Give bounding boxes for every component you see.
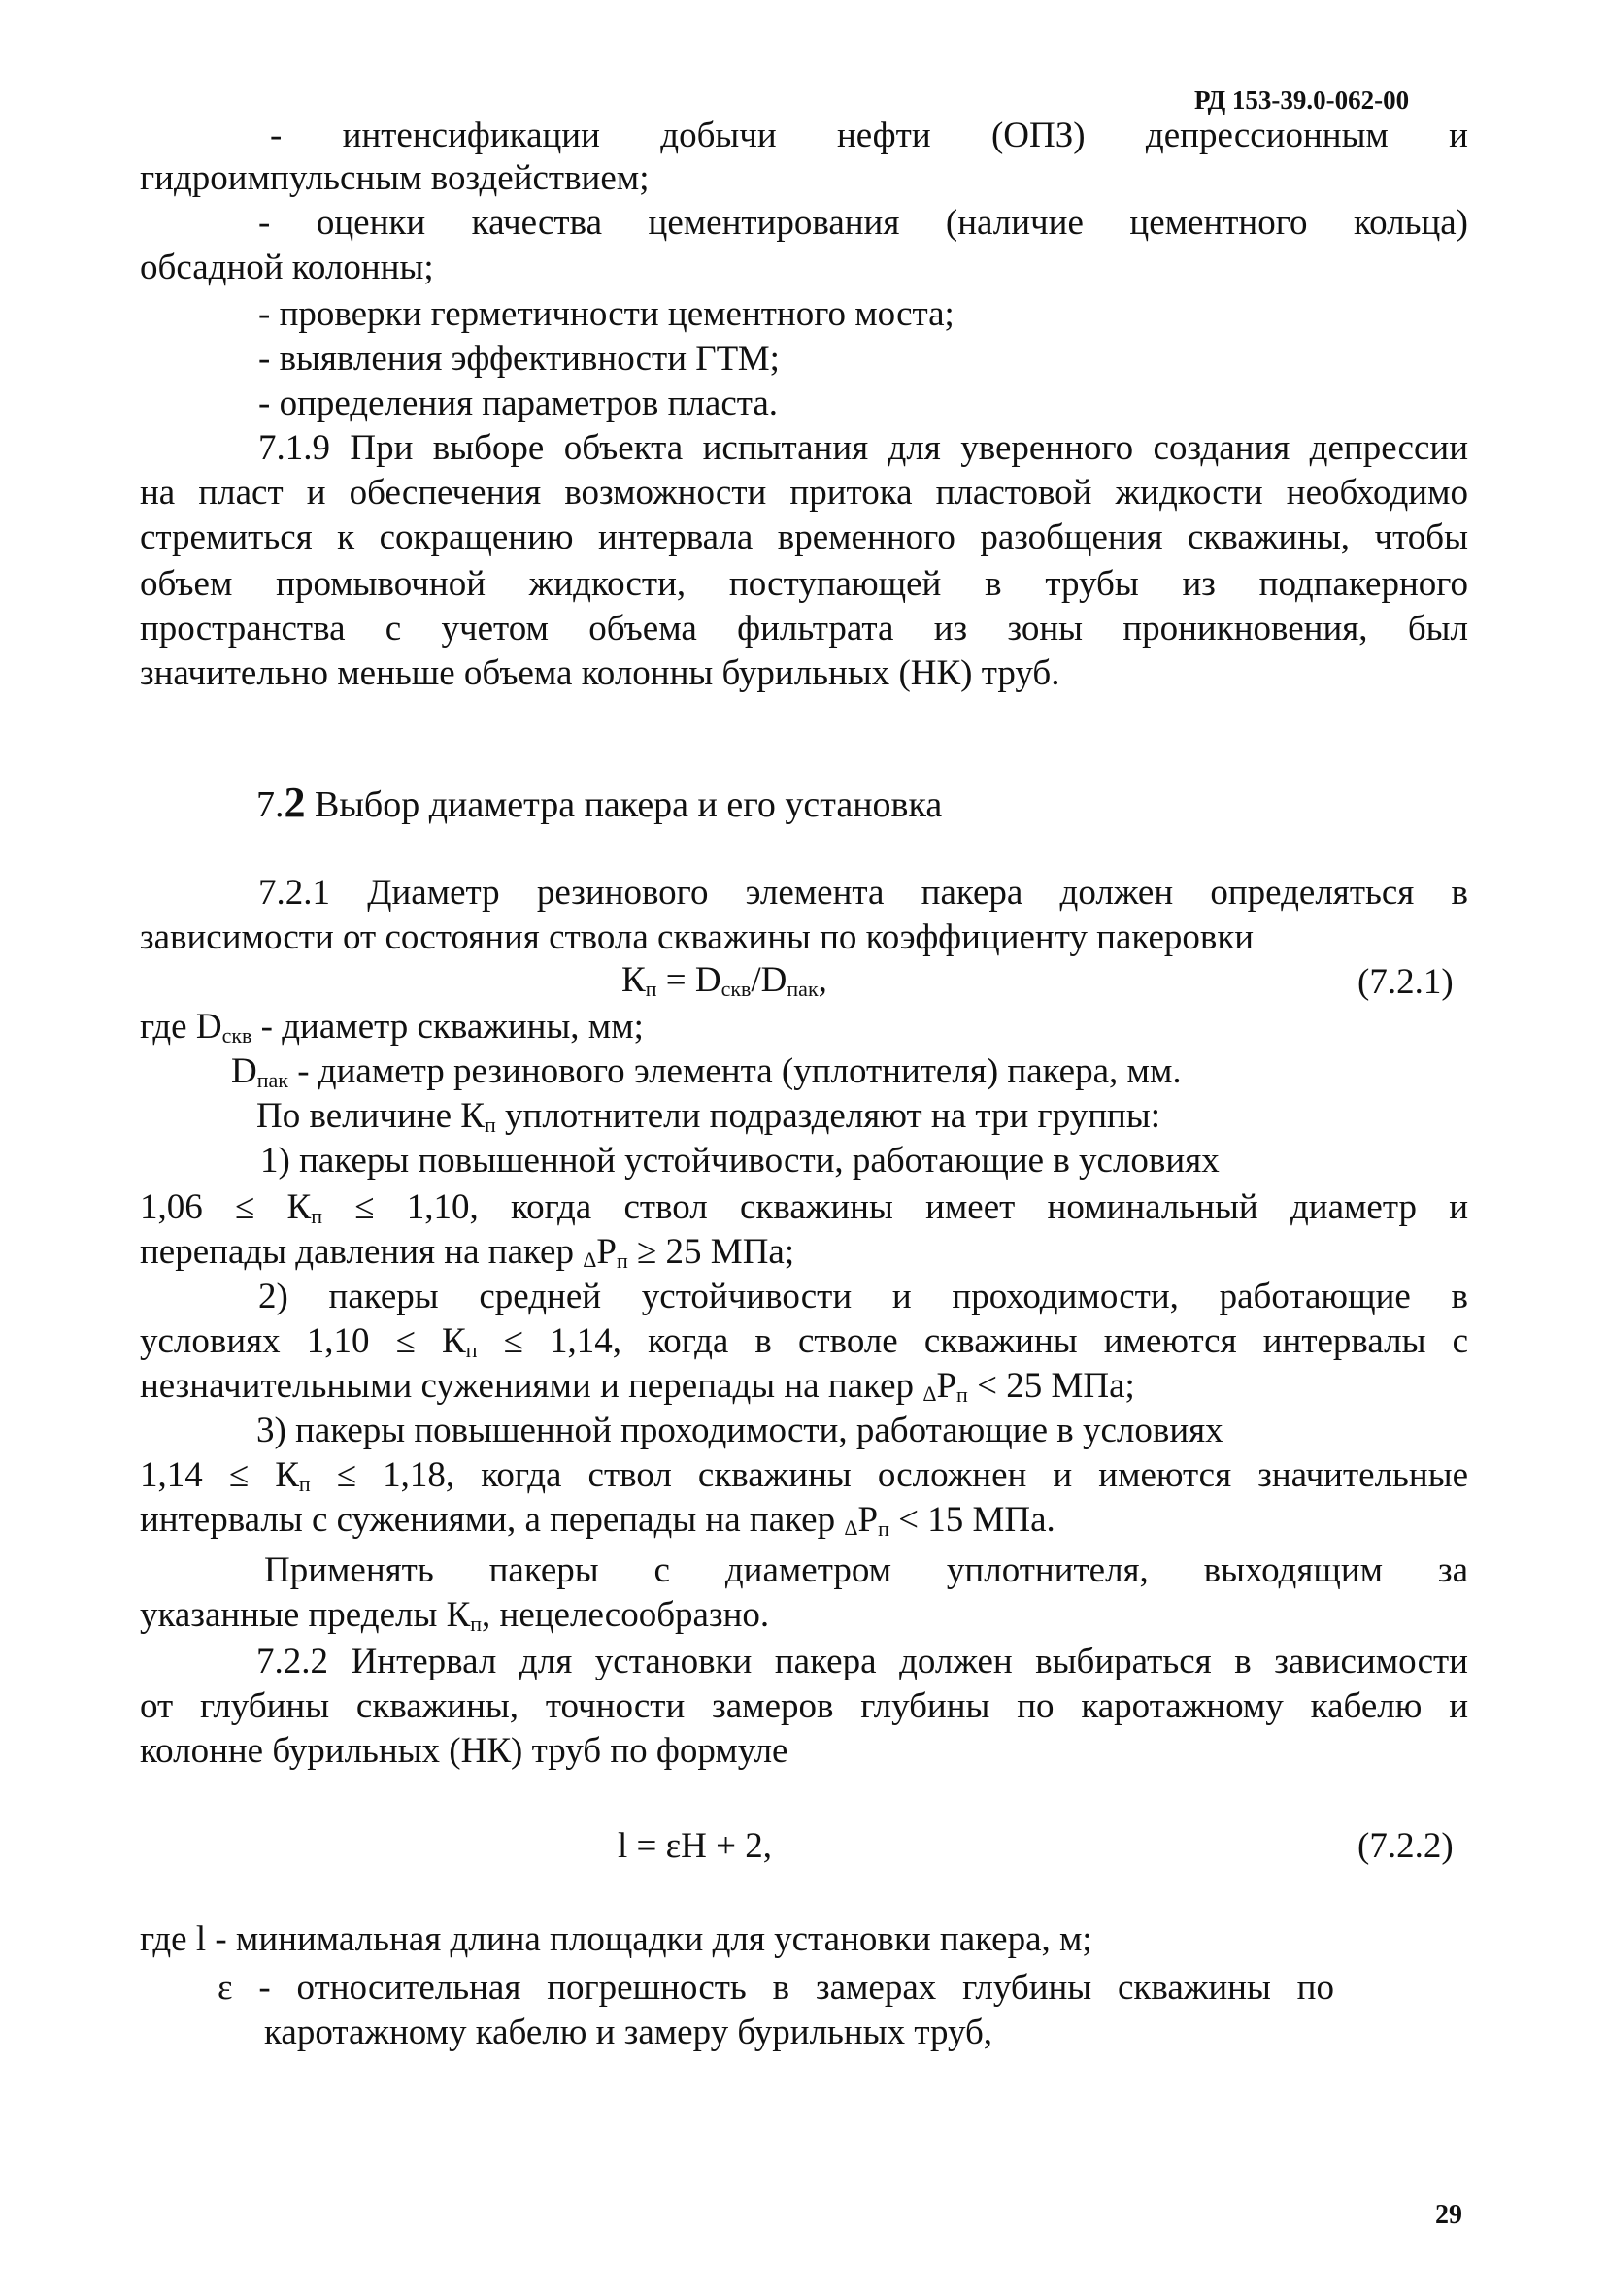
- text: ≤ 1,18, когда ствол скважины осложнен и имеются значительные: [310, 1455, 1468, 1495]
- definition-line: ε - относительная погрешность в замерах глубины скважины по: [218, 1968, 1334, 2008]
- formula-number: (7.2.2): [1357, 1826, 1454, 1866]
- formula-7-2-2: l = εH + 2,: [618, 1826, 773, 1866]
- paragraph-line: [140, 1594, 769, 1637]
- delta-prefix: Δ: [844, 1515, 858, 1540]
- paragraph-line: 7.2.1 Диаметр резинового элемента пакера должен определяться в: [258, 873, 1468, 913]
- subscript: п: [616, 1248, 628, 1273]
- heading-text: Выбор диаметра пакера и его установка: [305, 784, 943, 825]
- definition-text: - диаметр скважины, мм;: [251, 1007, 644, 1047]
- text: незначительными сужениями и перепады на пакер: [140, 1366, 923, 1406]
- delta-prefix: Δ: [583, 1248, 597, 1272]
- definition-line: где l - минимальная длина площадки для установки пакера, м;: [140, 1919, 1092, 1959]
- definition-symbol: D: [231, 1051, 257, 1091]
- list-item: 3) пакеры повышенной проходимости, работающие в условиях: [256, 1411, 1223, 1450]
- list-item-continuation: гидроимпульсным воздействием;: [140, 158, 650, 198]
- list-item: - проверки герметичности цементного моста;: [258, 294, 955, 334]
- subscript: п: [298, 1472, 311, 1496]
- formula-subscript: пак: [787, 977, 819, 1001]
- list-item: 2) пакеры средней устойчивости и проходимости, работающие в: [258, 1277, 1468, 1316]
- paragraph-line: значительно меньше объема колонны бурильных (НК) труб.: [140, 653, 1060, 693]
- formula-subscript: п: [645, 977, 657, 1001]
- formula-7-2-1: [621, 959, 827, 1002]
- formula-symbol: = D: [656, 960, 721, 1000]
- text: ≤ 1,10, когда ствол скважины имеет номинальный диаметр и: [322, 1187, 1468, 1227]
- formula-subscript: скв: [720, 977, 752, 1001]
- text: 1,06 ≤ К: [140, 1187, 312, 1227]
- definition-line: каротажному кабелю и замеру бурильных труб,: [264, 2013, 993, 2052]
- paragraph-line: [140, 1231, 794, 1281]
- text: P: [936, 1366, 957, 1406]
- definition-subscript: пак: [256, 1068, 288, 1092]
- formula-symbol: ,: [818, 960, 827, 1000]
- subscript: п: [311, 1204, 323, 1228]
- paragraph-line: пространства с учетом объема фильтрата из зоны проникновения, был: [140, 609, 1468, 649]
- paragraph-line: [140, 1365, 1135, 1415]
- paragraph-line: от глубины скважины, точности замеров глубины по каротажному кабелю и: [140, 1686, 1468, 1726]
- text: < 25 МПа;: [967, 1366, 1135, 1406]
- list-item: - интенсификации добычи нефти (ОПЗ) депрессионным и: [270, 116, 1468, 155]
- subscript: п: [484, 1113, 496, 1137]
- list-item: 1) пакеры повышенной устойчивости, работающие в условиях: [260, 1141, 1220, 1181]
- formula-symbol: К: [621, 960, 646, 1000]
- text: указанные пределы К: [140, 1595, 471, 1635]
- list-item: - определения параметров пласта.: [258, 383, 779, 423]
- text: условиях 1,10 ≤ К: [140, 1321, 466, 1361]
- paragraph-line: объем промывочной жидкости, поступающей в трубы из подпакерного: [140, 564, 1468, 604]
- list-item-continuation: обсадной колонны;: [140, 248, 434, 287]
- definition-line: [140, 1006, 644, 1048]
- text: ≥ 25 МПа;: [627, 1232, 795, 1272]
- heading-number: 7.: [256, 784, 285, 825]
- formula-symbol: /D: [751, 960, 787, 1000]
- paragraph-line: колонне бурильных (НК) труб по формуле: [140, 1731, 788, 1771]
- text: 1,14 ≤ К: [140, 1455, 299, 1495]
- text: уплотнители подразделяют на три группы:: [495, 1096, 1160, 1136]
- subscript: п: [465, 1338, 478, 1362]
- paragraph-line: [140, 1320, 1468, 1363]
- paragraph-line: 7.1.9 При выборе объекта испытания для уверенного создания депрессии: [258, 428, 1468, 468]
- subscript: п: [956, 1382, 968, 1407]
- paragraph-line: [140, 1499, 1055, 1549]
- paragraph-line: 7.2.2 Интервал для установки пакера должен выбираться в зависимости: [256, 1642, 1468, 1681]
- subscript: п: [878, 1516, 889, 1541]
- text: P: [596, 1232, 617, 1272]
- text: < 15 МПа.: [888, 1500, 1055, 1540]
- delta-prefix: Δ: [922, 1381, 937, 1406]
- paragraph-line: [140, 1186, 1468, 1229]
- list-item: - оценки качества цементирования (наличие цементного кольца): [258, 203, 1468, 243]
- list-item: - выявления эффективности ГТМ;: [258, 339, 780, 379]
- formula-number: (7.2.1): [1357, 962, 1454, 1002]
- text: По величине К: [256, 1096, 485, 1136]
- paragraph-line: на пласт и обеспечения возможности притока пластовой жидкости необходимо: [140, 473, 1468, 513]
- heading-number-digit: 2: [284, 779, 306, 826]
- paragraph-line: [140, 1454, 1468, 1497]
- paragraph-line: [256, 1095, 1160, 1138]
- paragraph-line: стремиться к сокращению интервала временного разобщения скважины, чтобы: [140, 517, 1468, 557]
- page-number: 29: [1435, 2200, 1462, 2230]
- definition-symbol: где D: [140, 1007, 222, 1047]
- text: интервалы с сужениями, а перепады на пакер: [140, 1500, 845, 1540]
- subscript: п: [470, 1612, 483, 1636]
- document-code: РД 153-39.0-062-00: [1194, 85, 1410, 115]
- paragraph-line: Применять пакеры с диаметром уплотнителя, выходящим за: [264, 1550, 1468, 1590]
- paragraph-line: зависимости от состояния ствола скважины по коэффициенту пакеровки: [140, 917, 1255, 957]
- section-heading: [256, 781, 942, 827]
- text: ≤ 1,14, когда в стволе скважины имеются интервалы с: [477, 1321, 1468, 1361]
- text: перепады давления на пакер: [140, 1232, 584, 1272]
- definition-text: - диаметр резинового элемента (уплотнителя) пакера, мм.: [287, 1051, 1182, 1091]
- definition-line: [231, 1050, 1182, 1093]
- text: , нецелесообразно.: [482, 1595, 770, 1635]
- text: P: [857, 1500, 879, 1540]
- definition-subscript: скв: [221, 1023, 252, 1048]
